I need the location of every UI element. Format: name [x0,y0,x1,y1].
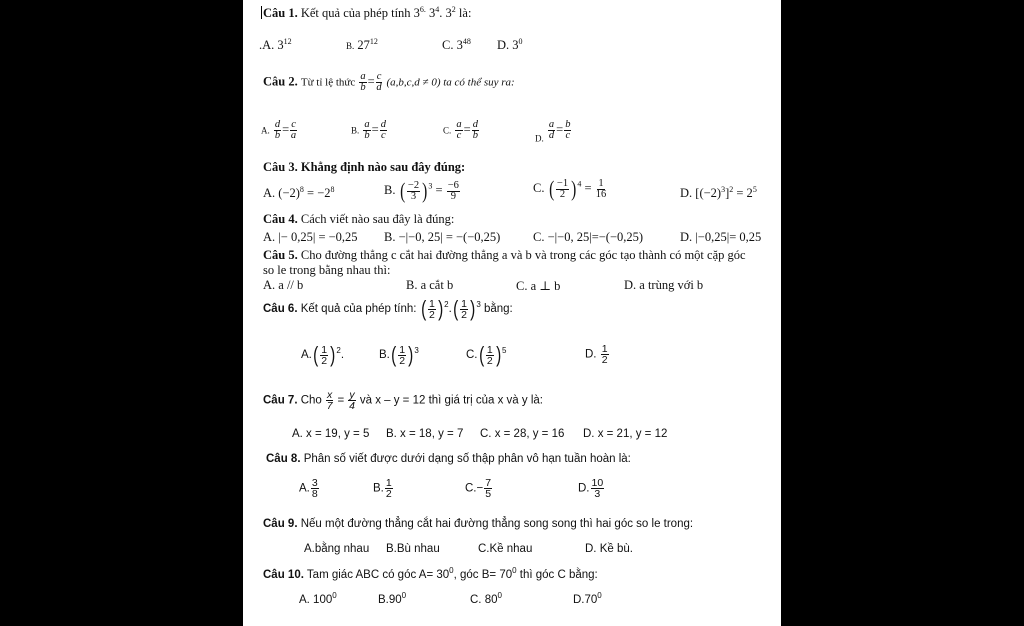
q9-stem: Câu 9. Nếu một đường thẳng cắt hai đường thẳng song song thì hai góc so le trong: [263,518,694,530]
q1-stem: Câu 1. Kết quả của phép tính $3^{6.}$ $3^4$. $3^2$ là: [263,4,472,20]
q3-option-c: C. ( $\frac{-1}{2}$ ) $^4$ = $\frac{1}{16}$ [533,176,607,201]
q3-option-a: A. $(-2)^8 = -2^8$ [263,184,335,200]
q9-option-d: D. Kề bù. [585,543,633,555]
q6-option-c: C. ( $\frac{1}{2}$ ) $^5$ [466,342,507,367]
q8-option-b: B. $\frac{1}{2}$ [373,477,392,500]
q1-option-a: .A. $3^{12}$ [259,36,292,52]
q3-option-b: B. ( $\frac{-2}{3}$ ) $^3$ = $\frac{-6}{9}$ [384,178,459,203]
q5-option-a: A. a // b [263,278,304,292]
q8-option-a: A. $\frac{3}{8}$ [299,477,318,500]
q9-option-c: C.Kề nhau [478,543,533,555]
q8-option-d: D. $\frac{10}{3}$ [578,477,604,500]
q5-option-d: D. a trùng với b [624,278,704,292]
q5-option-c: C. a ⊥ b [516,279,561,293]
q6-option-b: B. ( $\frac{1}{2}$ ) $^3$ [379,342,419,367]
q4-option-c: C. −|−0, 25|=−(−0,25) [533,230,644,244]
q6-stem: Câu 6. Kết quả của phép tính: ( $\frac{1}{2}$ ) $^2$. ( $\frac{1}{2}$ ) $^3$ bằng: [263,296,513,321]
q4-stem: Câu 4. Cách viết nào sau đây là đúng: [263,212,455,226]
q5-option-b: B. a cắt b [406,278,454,292]
q7-option-b: B. x = 18, y = 7 [386,428,464,440]
q10-option-d: $D.70^0$ [573,591,602,606]
q2-option-d: $_{D.}$ $\frac{a}{d}$ = $\frac{b}{c}$ [535,119,571,144]
q5-stem-line2: so le trong bằng nhau thì: [263,263,391,277]
q4-option-b: B. −|−0, 25| = −(−0,25) [384,230,501,244]
q4-option-a: A. |− 0,25| = −0,25 [263,230,358,244]
q10-stem: Câu 10. Tam giác ABC có góc $A= 30^0$, góc $B= 70^0$ thì góc C bằng: [263,566,598,581]
q7-option-d: D. x = 21, y = 12 [583,428,668,440]
q7-option-c: C. x = 28, y = 16 [480,428,565,440]
q1-option-d: D. $3^0$ [497,36,523,52]
q2-stem: Câu 2. Từ tỉ lệ thức $\frac{a}{b}$ = $\frac{c}{d}$ (a,b,c,d ≠ 0) ta có thể suy ra: [263,71,515,93]
q6-option-a: A. ( $\frac{1}{2}$ ) $^2$. [301,342,345,367]
q9-option-b: B.Bù nhau [386,543,440,555]
q7-stem: Câu 7. Cho $\frac{x}{7}$ = $\frac{y}{4}$ và x – y = 12 thì giá trị của x và y là: [263,389,543,412]
q2-option-a: A. $\frac{d}{b}$ = $\frac{c}{a}$ [261,119,297,141]
q8-option-c: C.− $\frac{7}{5}$ [465,477,492,500]
q5-stem-line1: Câu 5. Cho đường thẳng c cắt hai đường thẳng a và b và trong các góc tạo thành có một cặp góc [263,248,746,262]
text-cursor [261,6,262,19]
document-page [243,0,781,626]
q10-option-b: $B.90^0$ [378,591,407,606]
q4-option-d: D. |−0,25|= 0,25 [680,230,762,244]
q7-option-a: A. x = 19, y = 5 [292,428,370,440]
q8-stem: Câu 8. Phân số viết được dưới dạng số thập phân vô hạn tuần hoàn là: [266,453,631,465]
q9-option-a: A.bằng nhau [304,543,370,555]
q2-option-c: C. $\frac{a}{c}$ = $\frac{d}{b}$ [443,119,478,141]
q3-stem: Câu 3. Khẳng định nào sau đây đúng: [263,160,466,174]
q2-option-b: B. $\frac{a}{b}$ = $\frac{d}{c}$ [351,119,386,141]
q1-option-c: C. $3^{48}$ [442,36,471,52]
q6-option-d: D. $\frac{1}{2}$ [585,343,608,366]
q1-option-b: B. $27^{12}$ [346,36,378,52]
q3-option-d: D. $[(-2)^3]^2 = 2^5$ [680,184,757,200]
q1-label: Câu 1. [263,6,298,20]
q10-option-a: A. $100^0$ [299,591,337,606]
q10-option-c: C. $80^0$ [470,591,502,606]
